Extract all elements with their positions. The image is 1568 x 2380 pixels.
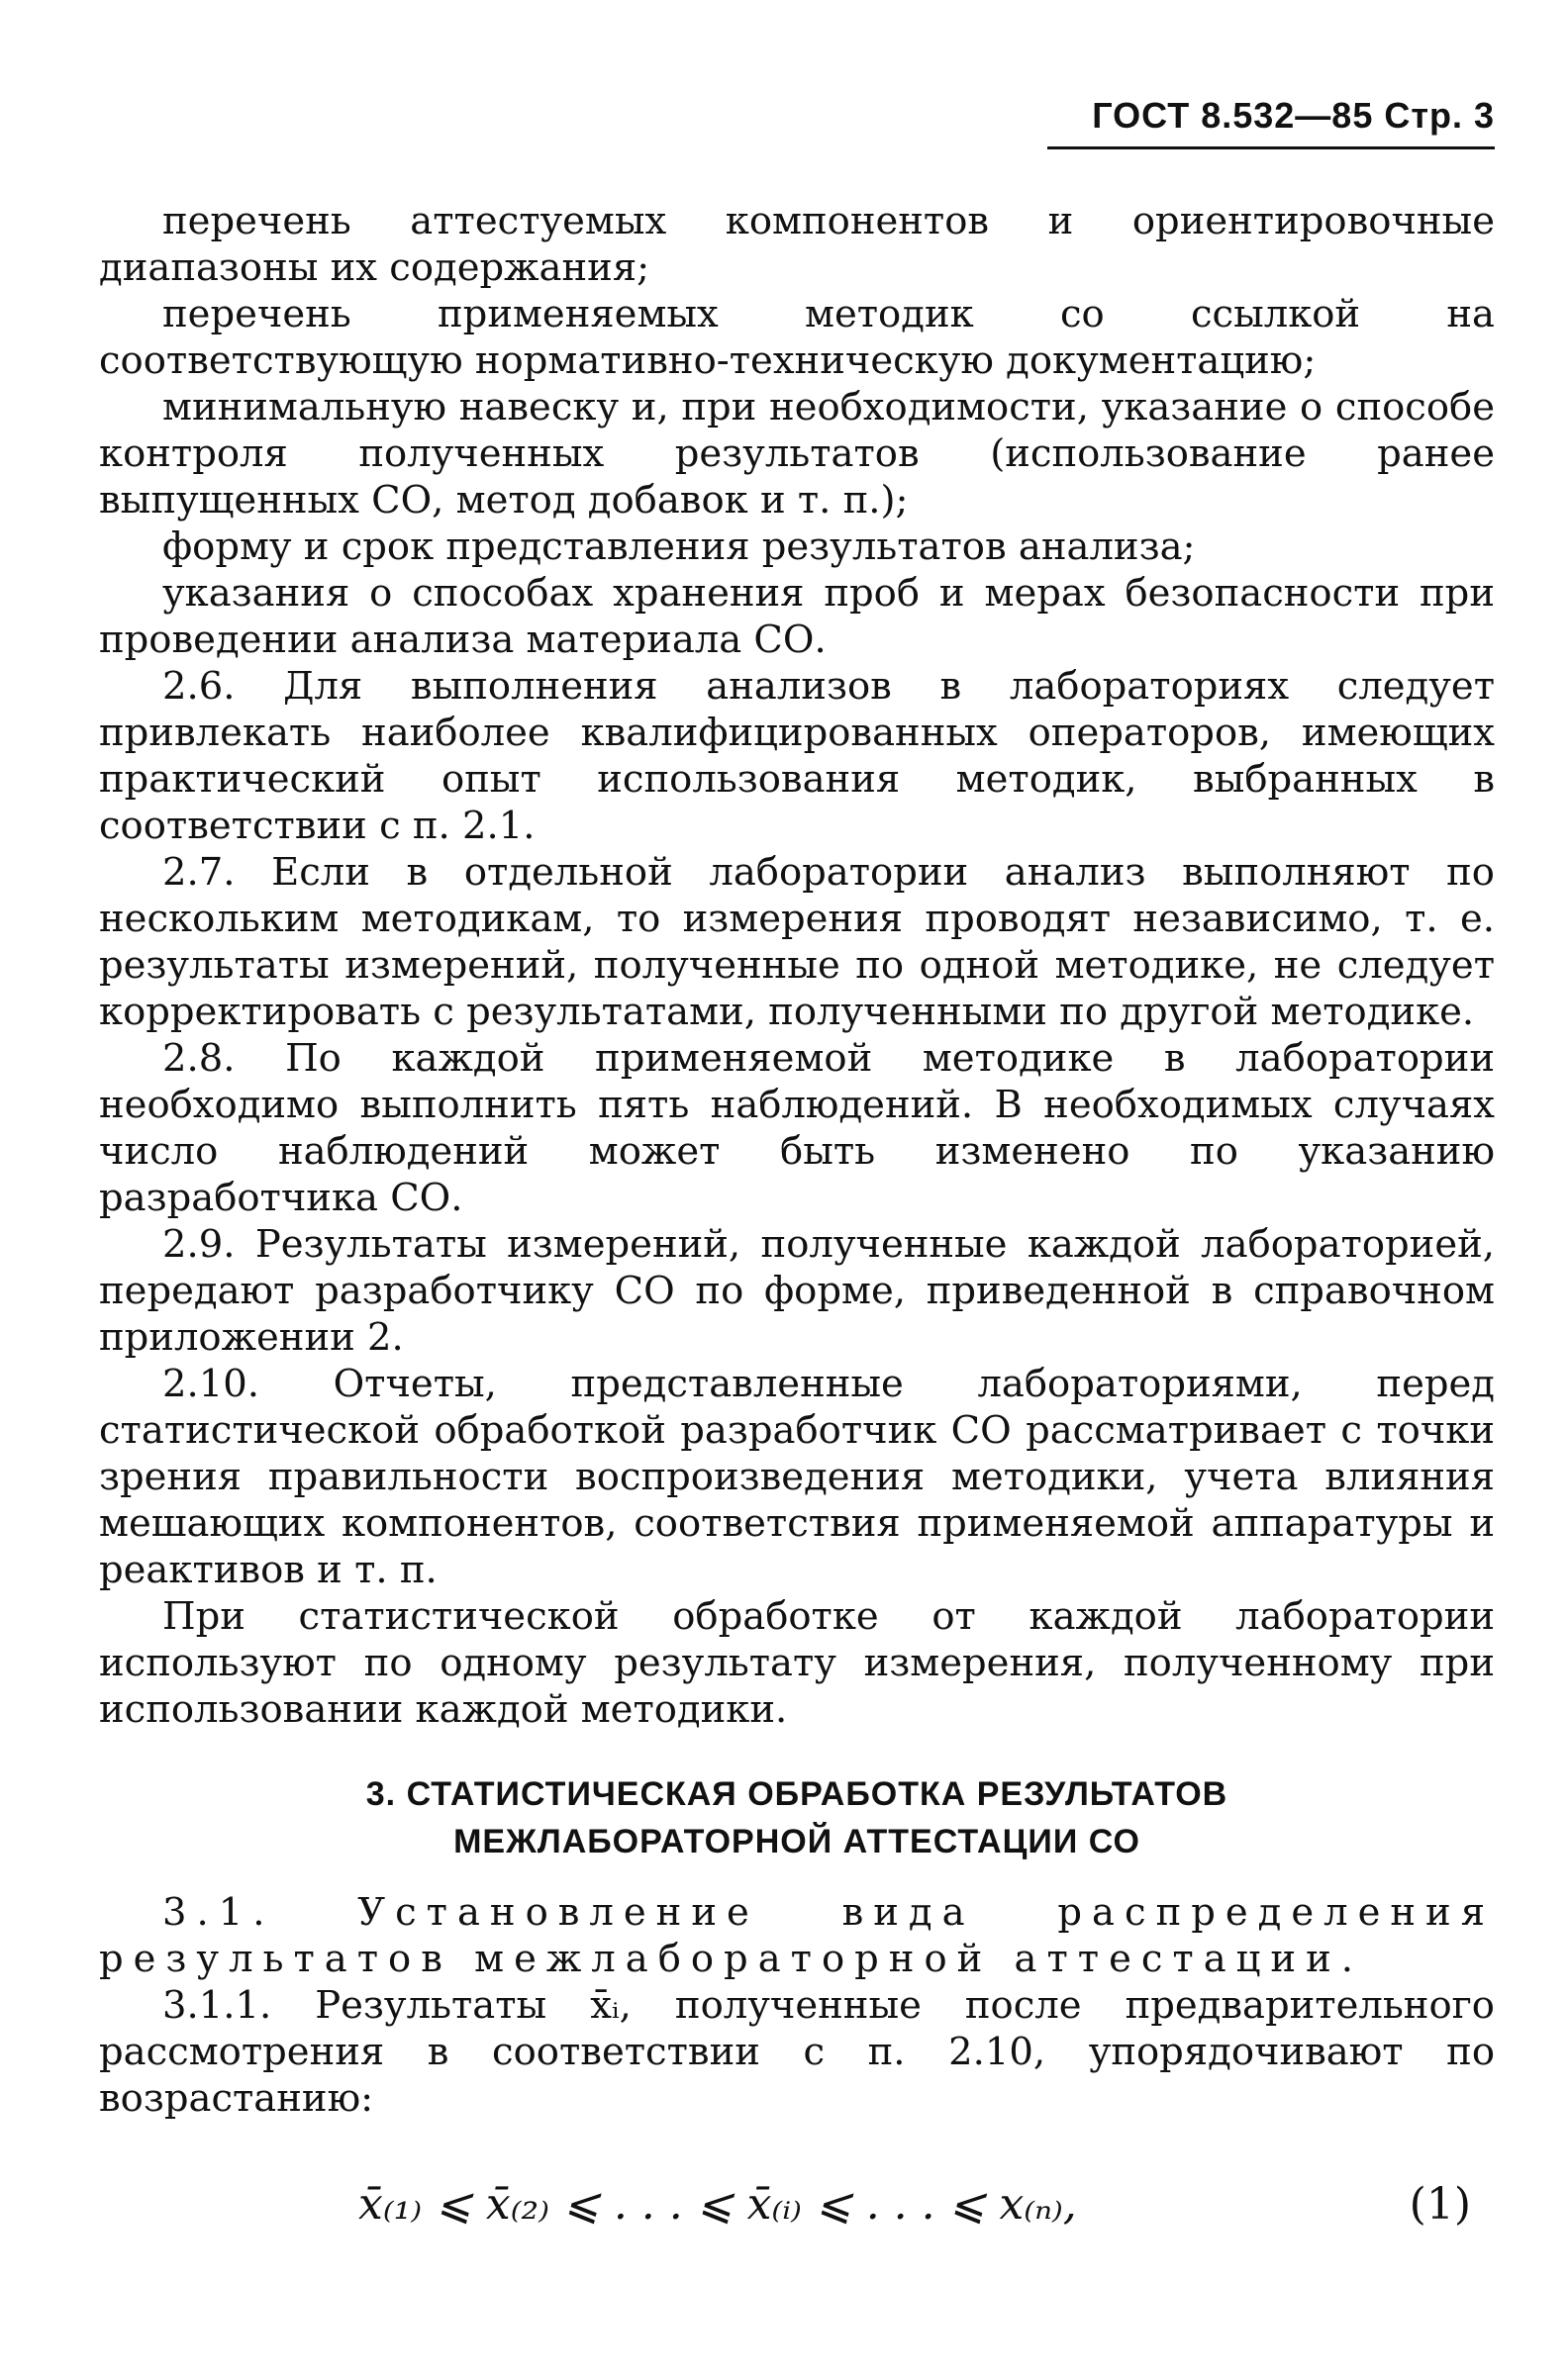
clause-2-8: 2.8. По каждой применяемой методике в лаборатории необходимо выполнить пять наблюдений. В необходимых случаях число наблюдений может быть изменено по указанию разработчика СО.	[99, 1036, 1495, 1220]
formula-1	[99, 2173, 1495, 2242]
section-heading-line-1: 3. СТАТИСТИЧЕСКАЯ ОБРАБОТКА РЕЗУЛЬТАТОВ	[365, 1775, 1228, 1813]
paragraph-methods-list: перечень применяемых методик со ссылкой на соответствующую нормативно-техническую документацию;	[99, 292, 1495, 383]
paragraph-storage-safety: указания о способах хранения проб и мерах безопасности при проведении анализа материала СО.	[99, 571, 1495, 662]
header-rule	[1047, 146, 1495, 149]
clause-3-1-1: 3.1.1. Результаты x̄ᵢ, полученные после предварительного рассмотрения в соответствии с п. 2.10, упорядочивают по возрастанию:	[99, 1983, 1495, 2121]
formula-expression: x̄₍₁₎ ⩽ x̄₍₂₎ ⩽ . . . ⩽ x̄₍ᵢ₎ ⩽ . . . ⩽ x₍ₙ₎,	[358, 2179, 1077, 2230]
clause-3-1: 3.1. Установление вида распределения результатов межлабораторной аттестации.	[99, 1890, 1495, 1981]
formula-number: (1)	[1409, 2179, 1471, 2230]
clause-2-10: 2.10. Отчеты, представленные лабораториями, перед статистической обработкой разработчик СО рассматривает с точки зрения правильности воспроизведения методики, учета влияния мешающих компонентов, соответствия применяемой аппаратуры и реактивов и т. п.	[99, 1362, 1495, 1592]
clause-2-7: 2.7. Если в отдельной лаборатории анализ выполняют по нескольким методикам, то измерения проводят независимо, т. е. результаты измерений, полученные по одной методике, не следует корректировать с результатами, полученными по другой методике.	[99, 850, 1495, 1034]
paragraph-report-form: форму и срок представления результатов анализа;	[162, 524, 1196, 569]
section-heading	[99, 1770, 1495, 1865]
clause-2-6: 2.6. Для выполнения анализов в лабораториях следует привлекать наиболее квалифицированных операторов, имеющих практический опыт использования методик, выбранных в соответствии с п. 2.1.	[99, 664, 1495, 848]
page-header: ГОСТ 8.532—85 Стр. 3	[1092, 95, 1495, 136]
clause-2-9: 2.9. Результаты измерений, полученные каждой лабораторией, передают разработчику СО по форме, приведенной в справочном приложении 2.	[99, 1222, 1495, 1360]
document-body	[99, 198, 1495, 2242]
paragraph-min-sample: минимальную навеску и, при необходимости, указание о способе контроля полученных результатов (использование ранее выпущенных СО, метод добавок и т. п.);	[99, 385, 1495, 523]
paragraph-components-list: перечень аттестуемых компонентов и ориентировочные диапазоны их содержания;	[99, 199, 1495, 290]
section-heading-line-2: МЕЖЛАБОРАТОРНОЙ АТТЕСТАЦИИ СО	[453, 1823, 1140, 1860]
paragraph-statistical-processing: При статистической обработке от каждой лаборатории используют по одному результату измерения, полученному при использовании каждой методики.	[99, 1594, 1495, 1732]
